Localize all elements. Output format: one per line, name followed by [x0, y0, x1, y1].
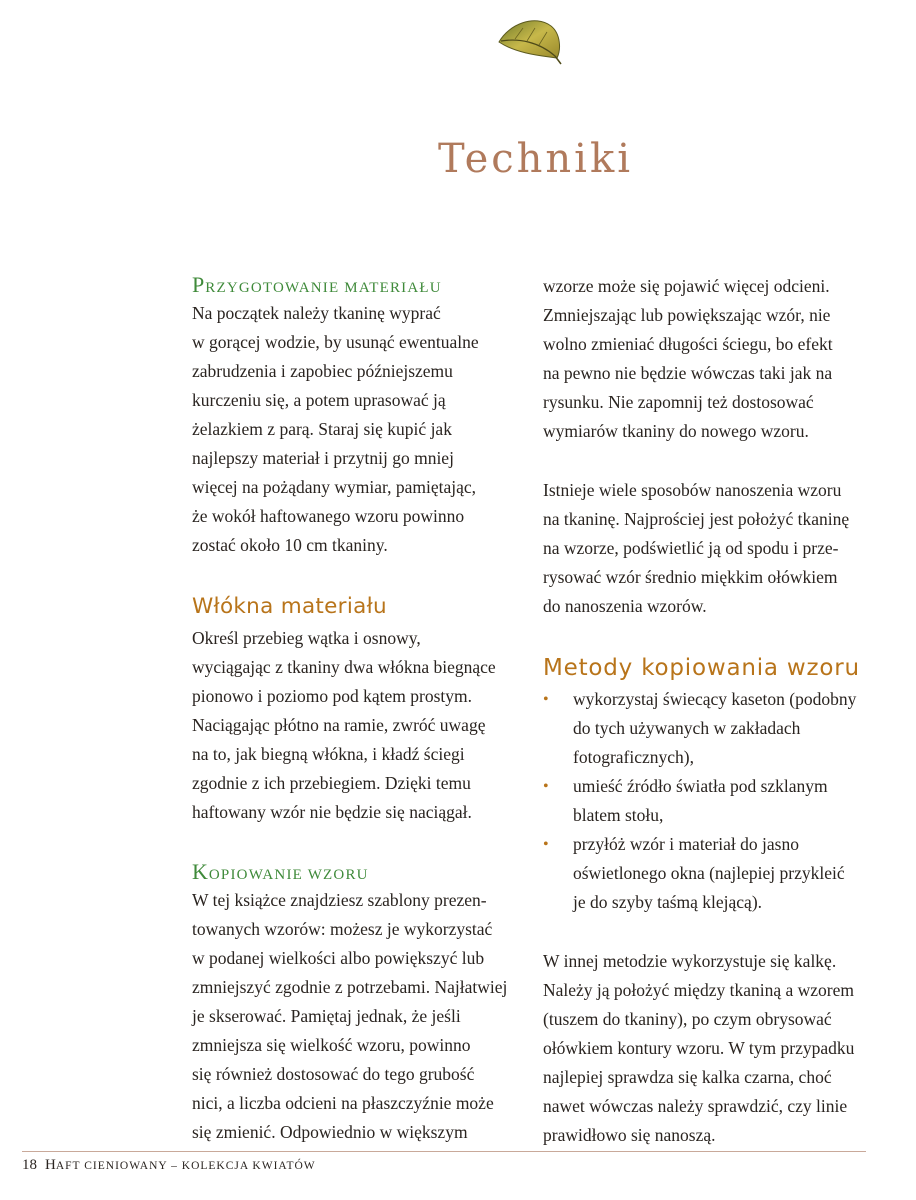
bullet-icon: •: [543, 691, 549, 708]
list-item: • wykorzystaj świecący kaseton (podobny do tych używanych w zakładach fotograficznych),: [543, 685, 883, 772]
paragraph-przygotowanie: Na początek należy tkaninę wyprać w gorącej wodzie, by usunąć ewentualne zabrudzenia i zapobiec późniejszemu kurczeniu się, a potem uprasować ją żelazkiem z parą. Staraj się kupić jak najlepszy materiał i przytnij go mniej więcej na pożądany wymiar, pamiętając, że wokół haftowanego wzoru powinno zostać około 10 cm tkaniny.: [192, 303, 479, 555]
paragraph-kopiowanie: W tej książce znajdziesz szablony prezen- towanych wzorów: możesz je wykorzystać w podanej wielkości albo powiększyć lub zmniejszyć zgodnie z potrzebami. Najłatwiej je skserować. Pamiętaj jednak, że jeśli zmniejsza się wielkość wzoru, powinno się również dostosować do tego grubość nici, a liczba odcieni na płaszczyźnie może się zmienić. Odpowiednio w większym: [192, 890, 508, 1142]
heading-kopiowanie: KOPIOWANIE WZORU: [192, 859, 369, 884]
page-footer: [22, 1157, 316, 1174]
list-item: • przyłóż wzór i materiał do jasno oświetlonego okna (najlepiej przykleić je do szyby taśmą klejącą).: [543, 830, 883, 917]
heading-metody: Metody kopiowania wzoru: [543, 655, 860, 681]
methods-list: [543, 685, 883, 917]
book-title: HAFT CIENIOWANY – KOLEKCJA KWIATÓW: [45, 1157, 316, 1173]
heading-przygotowanie: PRZYGOTOWANIE MATERIAŁU: [192, 272, 442, 297]
leaf-icon: [495, 8, 567, 66]
right-column: [543, 272, 883, 1150]
page-title: Techniki: [438, 136, 633, 182]
bullet-icon: •: [543, 778, 549, 795]
heading-wlokna: Włókna materiału: [192, 594, 387, 619]
paragraph-wlokna: Określ przebieg wątka i osnowy, wyciągając z tkaniny dwa włókna biegnące pionowo i poziomo pod kątem prostym. Naciągając płótno na ramie, zwróć uwagę na to, jak biegną włókna, i kładź ściegi zgodnie z ich przebiegiem. Dzięki temu haftowany wzór nie będzie się naciągał.: [192, 628, 496, 822]
paragraph-kalka: W innej metodzie wykorzystuje się kalkę. Należy ją położyć między tkaniną a wzorem (tuszem do tkaniny), po czym obrysować ołówkiem kontury wzoru. W tym przypadku najlepiej sprawdza się kalka czarna, choć nawet wówczas należy sprawdzić, czy linie prawidłowo się nanoszą.: [543, 951, 855, 1145]
left-column: [192, 270, 522, 1147]
paragraph-continued: wzorze może się pojawić więcej odcieni. Zmniejszając lub powiększając wzór, nie wolno zmieniać długości ściegu, bo efekt na pewno nie będzie wówczas taki jak na rysunku. Nie zapomnij też dostosować wymiarów tkaniny do nowego wzoru.: [543, 276, 833, 441]
list-item: • umieść źródło światła pod szklanym blatem stołu,: [543, 772, 883, 830]
paragraph-sposoby: Istnieje wiele sposobów nanoszenia wzoru na tkaninę. Najprościej jest położyć tkaninę na wzorze, podświetlić ją od spodu i prze- rysować wzór średnio miękkim ołówkiem do nanoszenia wzorów.: [543, 480, 850, 616]
bullet-icon: •: [543, 836, 549, 853]
footer-divider: [22, 1151, 866, 1152]
page-number: 18: [22, 1157, 37, 1173]
